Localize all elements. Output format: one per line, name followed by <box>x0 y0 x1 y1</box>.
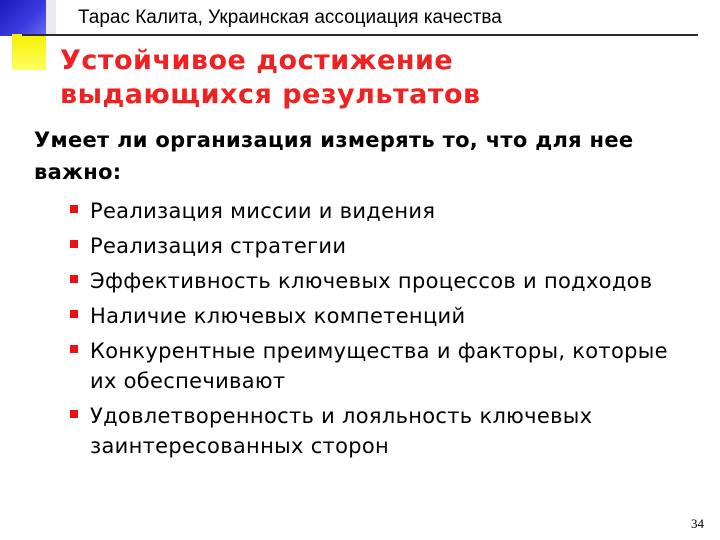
decorative-square-blue <box>0 0 46 36</box>
square-bullet-icon <box>70 205 78 213</box>
bullet-item <box>34 336 694 396</box>
square-bullet-icon <box>70 410 78 418</box>
bullet-text: Конкурентные преимущества и факторы, которые их обеспечивают <box>90 339 668 393</box>
bullet-text: Наличие ключевых компетенций <box>90 304 466 328</box>
bullet-item <box>34 301 694 331</box>
bullet-text: Реализация стратегии <box>90 234 347 258</box>
decorative-square-yellow <box>12 34 46 70</box>
bullet-text: Удовлетворенность и лояльность ключевых заинтересованных сторон <box>90 404 593 458</box>
bullet-item <box>34 231 694 261</box>
bullet-item <box>34 401 694 461</box>
square-bullet-icon <box>70 310 78 318</box>
bullet-item <box>34 266 694 296</box>
header-author: Тарас Калита, Украинская ассоциация качества <box>78 7 502 28</box>
bullet-item <box>34 196 694 226</box>
lead-question: Умеет ли организация измерять то, что для нее важно: <box>34 128 634 184</box>
header-rule <box>22 34 698 36</box>
square-bullet-icon <box>70 275 78 283</box>
bullet-text: Реализация миссии и видения <box>90 199 436 223</box>
slide-content <box>34 124 694 466</box>
square-bullet-icon <box>70 345 78 353</box>
bullet-list <box>34 196 694 461</box>
decorative-square-pale <box>46 0 56 36</box>
slide-title: Устойчивое достижение выдающихся результатов <box>60 45 481 110</box>
square-bullet-icon <box>70 240 78 248</box>
page-number: 34 <box>691 516 704 531</box>
bullet-text: Эффективность ключевых процессов и подходов <box>90 269 653 293</box>
